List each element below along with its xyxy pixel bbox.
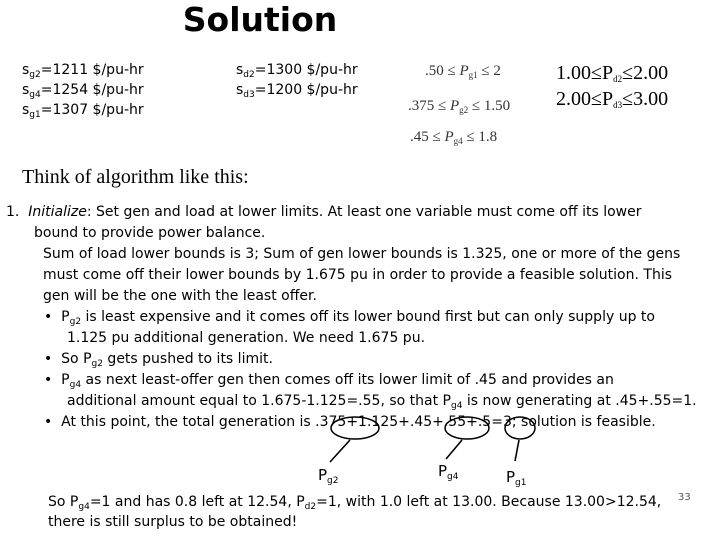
arrow-g4 [446,440,462,459]
bullet-1-cont: 1.125 pu additional generation. We need 1.675 pu. [67,330,426,346]
conclusion [48,492,661,532]
step-1-line-2: bound to provide power balance. [34,225,266,241]
gen-bound-g4: $.45 \le P_{g4} \le 1.8$ [410,129,498,146]
bullet-2: • So $P_{g2}$ gets pushed to its limit. [44,351,273,369]
arrow-g2 [330,440,350,462]
conclusion-line-2: there is still surplus to be obtained! [48,514,298,530]
gen-bound-g1: $.50 \le P_{g1} \le 2$ [425,63,501,80]
circle-375 [331,417,379,439]
label-pg4: $P_{g4}$ [438,462,459,482]
offer-d2: $s_{d2}=1300$ $/pu-hr [236,62,358,80]
demand-bound-d2: $1.00\le P_{d2}\le 2.00$ [556,62,669,84]
bullet-4: • At this point, the total generation is .375+1.125+.45+.55+.5=3; solution is feasible. [44,414,656,430]
offer-d3: $s_{d3}=1200$ $/pu-hr [236,82,358,100]
slide-title: Solution [182,0,338,39]
page-number: 33 [678,492,691,503]
para-line-3: gen will be the one with the least offer. [43,288,317,304]
offer-g4: $s_{g4}=1254$ $/pu-hr [22,82,144,100]
arrow-g1 [515,440,519,461]
demand-bound-d3: $2.00\le P_{d3}\le 3.00$ [556,88,669,110]
label-pg1: $P_{g1}$ [506,468,527,488]
para-line-1: Sum of load lower bounds is 3; Sum of gen lower bounds is 1.325, one or more of the gens [43,246,681,262]
label-pg2: $P_{g2}$ [318,466,339,486]
gen-bound-g2: $.375 \le P_{g2} \le 1.50$ [408,98,511,115]
offer-g1: $s_{g1}=1307$ $/pu-hr [22,102,144,120]
circle-05 [505,417,535,439]
conclusion-line-1: So $P_{g4}=1$ and has 0.8 left at 12.54, $P_{d2}=1$, with 1.0 left at 13.00. Because 13.00>12.54, [48,494,662,512]
bullet-3: • $P_{g4}$ as next least-offer gen then comes off its lower limit of .45 and provides an [44,372,614,390]
algorithm-heading: Think of algorithm like this: [22,166,249,188]
offer-g2: $s_{g2}=1211$ $/pu-hr [22,62,144,80]
para-line-2: must come off their lower bounds by 1.675 pu in order to provide a feasible solution. This [43,267,673,283]
bullet-3-cont: additional amount equal to 1.675-1.125=.55, so that $P_{g4}$ is now generating at .45+.55=1. [67,393,697,411]
step-1-line-1: 1. Initialize: Set gen and load at lower limits. At least one variable must come off its lower [6,204,642,220]
bullet-1: • $P_{g2}$ is least expensive and it comes off its lower bound first but can only supply up to [44,309,655,327]
circle-045 [445,417,489,439]
